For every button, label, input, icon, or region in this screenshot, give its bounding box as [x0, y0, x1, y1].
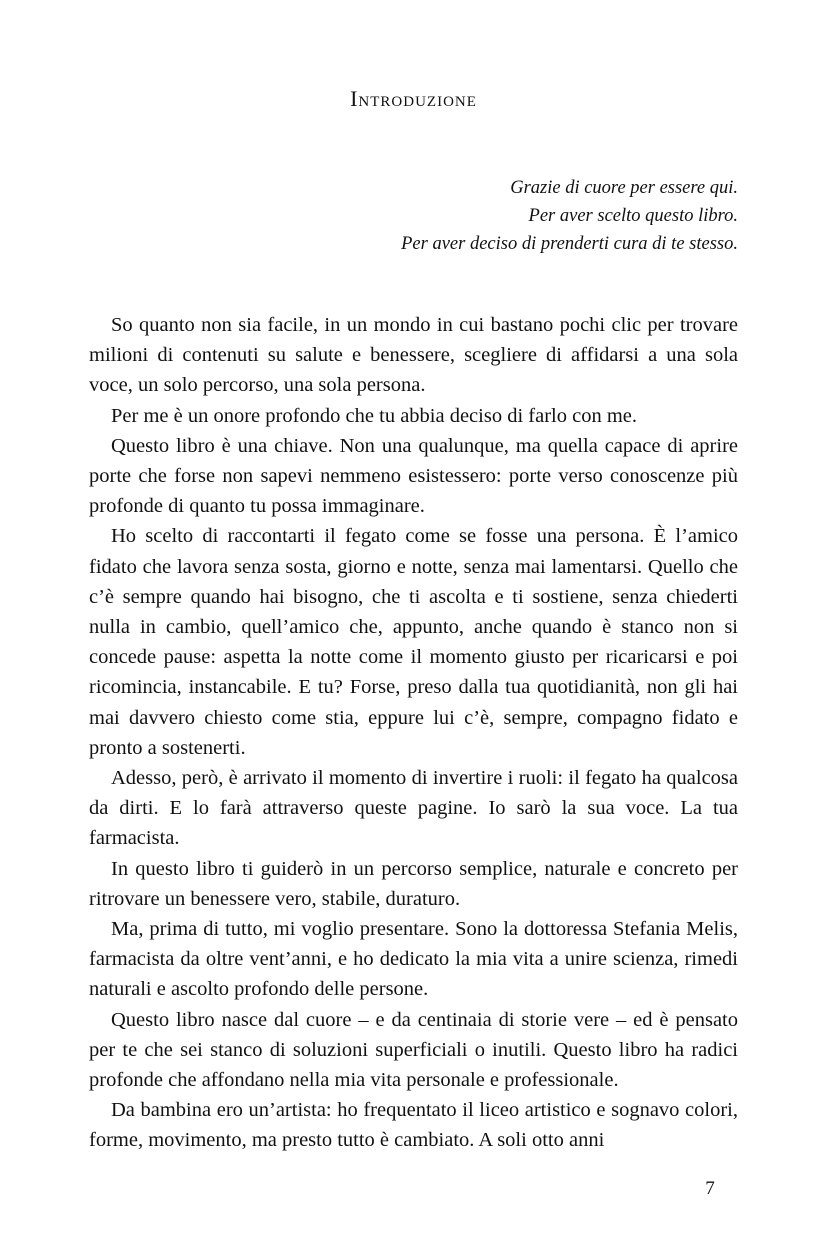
epigraph-line: Grazie di cuore per essere qui. [510, 178, 738, 198]
paragraph: So quanto non sia facile, in un mondo in cui bastano pochi clic per trovare milioni di contenuti su salute e benessere, scegliere di affidarsi a una sola voce, un solo percorso, una sola persona. [89, 314, 738, 397]
chapter-title: Introduzione [350, 86, 477, 111]
page-number: 7 [705, 1178, 715, 1199]
paragraph: Adesso, però, è arrivato il momento di invertire i ruoli: il fegato ha qualcosa da dirti. E lo farà attraverso queste pagine. Io sarò la sua voce. La tua farmacista. [89, 767, 738, 850]
paragraph: Da bambina ero un’artista: ho frequentato il liceo artistico e sognavo colori, forme, movimento, ma presto tutto è cambiato. A soli otto anni [89, 1099, 738, 1152]
epigraph-line: Per aver deciso di prenderti cura di te stesso. [401, 234, 738, 254]
body-text [89, 310, 738, 1156]
paragraph: Questo libro è una chiave. Non una qualunque, ma quella capace di aprire porte che forse non sapevi nemmeno esistessero: porte verso conoscenze più profonde di quanto tu possa immaginare. [89, 434, 738, 518]
epigraph [238, 174, 738, 258]
paragraph: Questo libro nasce dal cuore – e da centinaia di storie vere – ed è pensato per te che sei stanco di soluzioni superficiali o inutili. Questo libro ha radici profonde che affondano nella mia vita personale e professionale. [89, 1008, 738, 1092]
paragraph: Ho scelto di raccontarti il fegato come se fosse una persona. È l’amico fidato che lavora senza sosta, giorno e notte, senza mai lamentarsi. Quello che c’è sempre quando hai bisogno, che ti ascolta e ti sostiene, senza chiederti nulla in cambio, quell’amico che, appunto, anche quando è stanco non si concede pause: aspetta la notte come il momento giusto per ricaricarsi e poi ricomincia, instancabile. E tu? Forse, preso dalla tua quotidianità, non gli hai mai davvero chiesto come stia, eppure lui c’è, sempre, compagno fidato e pronto a sostenerti. [89, 525, 738, 759]
paragraph: In questo libro ti guiderò in un percorso semplice, naturale e concreto per ritrovare un benessere vero, stabile, duraturo. [89, 857, 738, 910]
paragraph: Per me è un onore profondo che tu abbia deciso di farlo con me. [111, 404, 637, 427]
paragraph: Ma, prima di tutto, mi voglio presentare. Sono la dottoressa Stefania Melis, farmacista da oltre vent’anni, e ho dedicato la mia vita a unire scienza, rimedi naturali e ascolto profondo delle persone. [89, 918, 738, 1001]
epigraph-line: Per aver scelto questo libro. [528, 206, 738, 226]
